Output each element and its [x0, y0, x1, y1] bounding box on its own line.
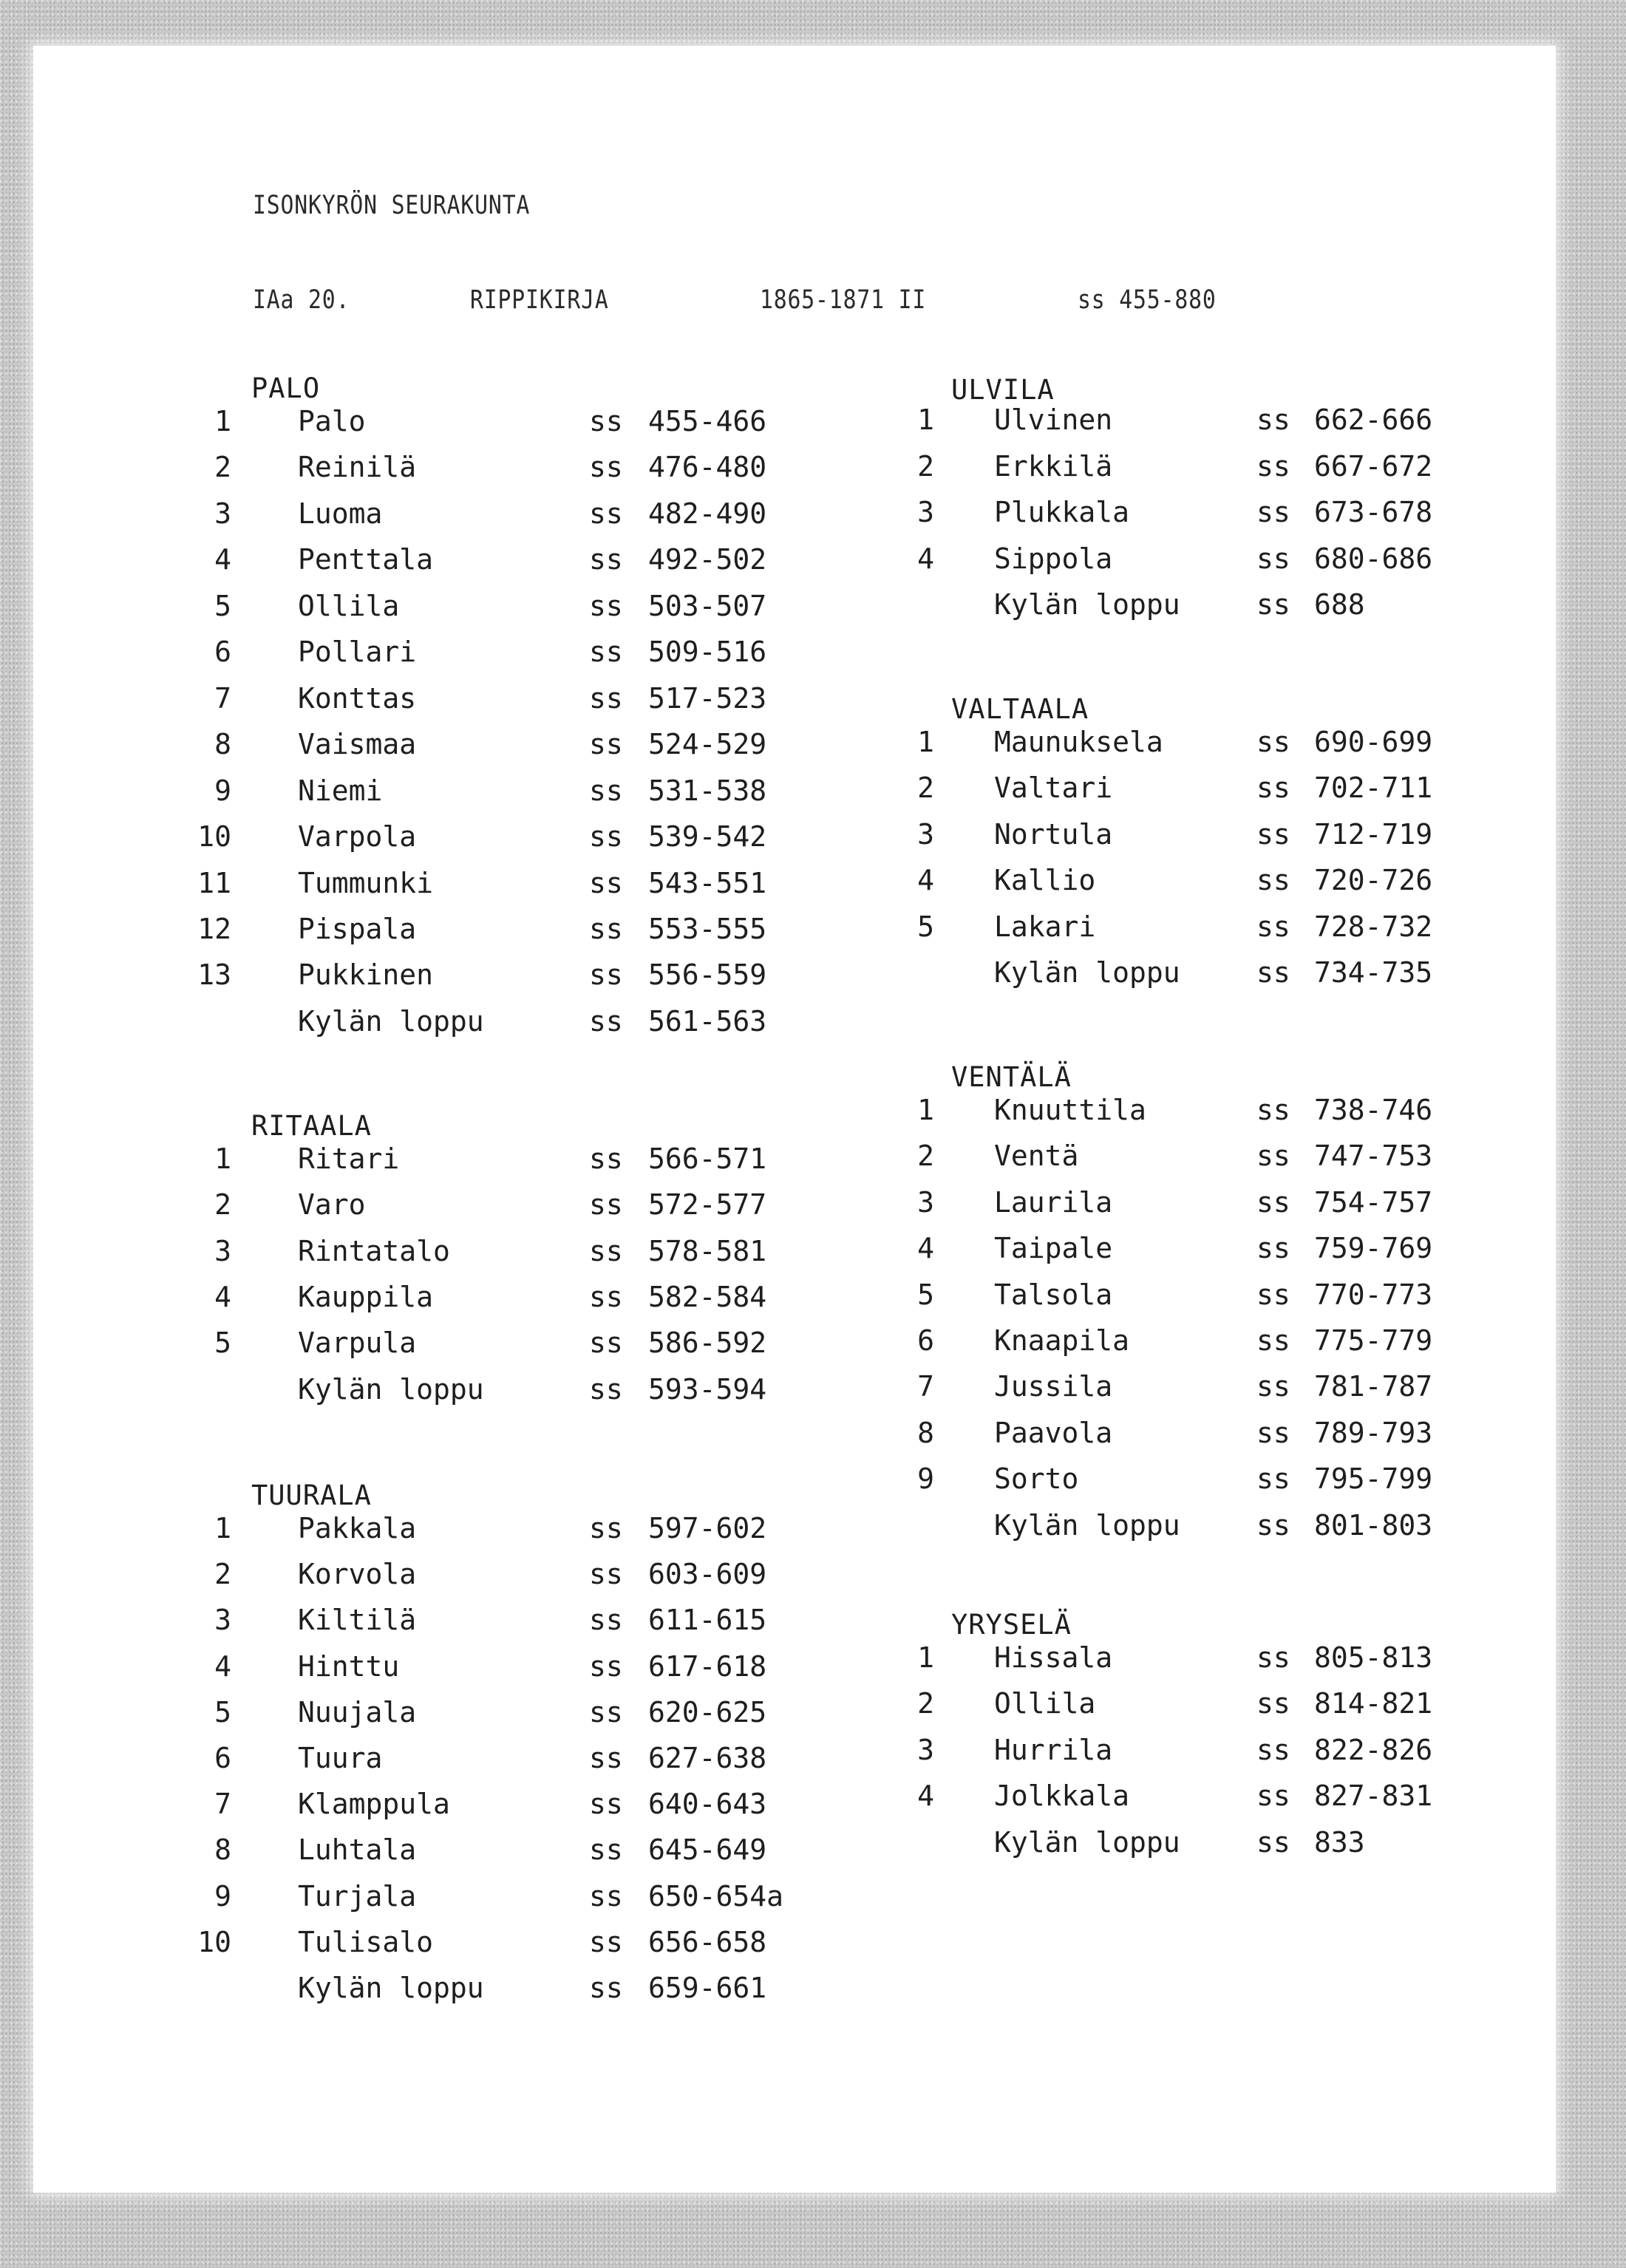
pages-abbrev: ss	[589, 1188, 623, 1221]
village-name: Kylän loppu	[994, 588, 1180, 621]
page-range: 805-813	[1314, 1641, 1433, 1674]
village-name: Maunuksela	[994, 726, 1163, 758]
pages-abbrev: ss	[1256, 1094, 1290, 1126]
pages-abbrev: ss	[589, 1373, 623, 1406]
village-name: Tulisalo	[298, 1926, 434, 1958]
row-number: 4	[214, 543, 231, 576]
village-name: Pakkala	[298, 1512, 417, 1545]
row-number: 2	[214, 1558, 231, 1590]
page-range: 789-793	[1314, 1417, 1433, 1449]
row-number: 1	[917, 403, 934, 436]
village-name: Tummunki	[298, 867, 434, 899]
page-range: 578-581	[648, 1235, 767, 1267]
village-name: Varo	[298, 1188, 366, 1221]
row-number: 1	[917, 1094, 934, 1126]
pages-abbrev: ss	[1256, 588, 1290, 621]
pages-abbrev: ss	[589, 1833, 623, 1866]
row-number: 3	[214, 1604, 231, 1636]
page-range: 603-609	[648, 1558, 767, 1590]
village-name: Palo	[298, 405, 366, 437]
section-title: VALTAALA	[951, 693, 1089, 725]
page-range: 455-466	[648, 405, 767, 437]
page-range: 492-502	[648, 543, 767, 576]
row-number: 11	[197, 867, 231, 899]
page-range: 712-719	[1314, 818, 1433, 851]
village-name: Kauppila	[298, 1281, 434, 1313]
village-name: Jussila	[994, 1370, 1113, 1403]
row-number: 3	[917, 1734, 934, 1766]
pages-abbrev: ss	[1256, 1780, 1290, 1812]
village-name: Tuura	[298, 1742, 383, 1774]
section-title: TUURALA	[251, 1479, 372, 1511]
page-range: 509-516	[648, 636, 767, 668]
village-name: Plukkala	[994, 496, 1130, 528]
row-number: 3	[917, 496, 934, 528]
village-name: Reinilä	[298, 451, 417, 483]
page-range: 833	[1314, 1826, 1365, 1859]
page-range: 734-735	[1314, 956, 1433, 989]
pages-abbrev: ss	[1256, 1462, 1290, 1495]
section-title: PALO	[251, 372, 321, 404]
village-name: Nortula	[994, 818, 1113, 851]
pages-abbrev: ss	[589, 1005, 623, 1038]
row-number: 5	[214, 1327, 231, 1359]
village-name: Kylän loppu	[994, 956, 1180, 989]
pages-abbrev: ss	[589, 1650, 623, 1683]
pages-abbrev: ss	[1256, 1509, 1290, 1542]
village-name: Sorto	[994, 1462, 1079, 1495]
pages-abbrev: ss	[1256, 542, 1290, 575]
pages-abbrev: ss	[1256, 864, 1290, 896]
page-range: 659-661	[648, 1972, 767, 2004]
village-name: Erkkilä	[994, 450, 1113, 483]
pages-abbrev: ss	[1256, 496, 1290, 528]
row-number: 9	[214, 774, 231, 807]
row-number: 6	[214, 636, 231, 668]
row-number: 7	[214, 682, 231, 715]
page-range: 627-638	[648, 1742, 767, 1774]
row-number: 4	[917, 864, 934, 896]
row-number: 2	[917, 1140, 934, 1172]
page-range: 759-769	[1314, 1232, 1433, 1264]
row-number: 4	[917, 542, 934, 575]
page-range: 617-618	[648, 1650, 767, 1683]
page-range: 553-555	[648, 913, 767, 945]
page-range: 531-538	[648, 774, 767, 807]
village-name: Kylän loppu	[994, 1509, 1180, 1542]
pages-abbrev: ss	[1256, 818, 1290, 851]
village-name: Laurila	[994, 1186, 1113, 1219]
page-range: 524-529	[648, 728, 767, 760]
pages-abbrev: ss	[589, 1742, 623, 1774]
row-number: 8	[214, 728, 231, 760]
village-name: Penttala	[298, 543, 434, 576]
page-range: 781-787	[1314, 1370, 1433, 1403]
pages-abbrev: ss	[589, 820, 623, 853]
book-title: RIPPIKIRJA	[470, 285, 609, 315]
village-name: Kiltilä	[298, 1604, 417, 1636]
page-range: 650-654a	[648, 1880, 784, 1913]
page-range: 827-831	[1314, 1780, 1433, 1812]
row-number: 2	[917, 772, 934, 804]
row-number: 1	[214, 1512, 231, 1545]
village-name: Ritari	[298, 1142, 400, 1175]
row-number: 4	[917, 1780, 934, 1812]
row-number: 2	[214, 451, 231, 483]
page-range: 561-563	[648, 1005, 767, 1038]
village-name: Talsola	[994, 1278, 1113, 1311]
page-range: 795-799	[1314, 1462, 1433, 1495]
pages-abbrev: ss	[1256, 910, 1290, 943]
section-title: VENTÄLÄ	[951, 1061, 1072, 1093]
page-range: 720-726	[1314, 864, 1433, 896]
row-number: 3	[917, 1186, 934, 1219]
pages-abbrev: ss	[589, 1604, 623, 1636]
village-name: Vaismaa	[298, 728, 417, 760]
pages-abbrev: ss	[1256, 1687, 1290, 1720]
pages-abbrev: ss	[589, 1512, 623, 1545]
row-number: 2	[917, 1687, 934, 1720]
row-number: 8	[917, 1417, 934, 1449]
page-range: 775-779	[1314, 1324, 1433, 1357]
page-range: 476-480	[648, 451, 767, 483]
book-pages: ss 455-880	[1078, 285, 1217, 315]
village-name: Ulvinen	[994, 403, 1113, 436]
section-title: YRYSELÄ	[951, 1609, 1072, 1641]
pages-abbrev: ss	[589, 1788, 623, 1820]
page-range: 770-773	[1314, 1278, 1433, 1311]
section-title: RITAALA	[251, 1110, 372, 1142]
row-number: 3	[214, 497, 231, 530]
row-number: 2	[214, 1188, 231, 1221]
pages-abbrev: ss	[589, 1880, 623, 1913]
page-range: 482-490	[648, 497, 767, 530]
pages-abbrev: ss	[1256, 1186, 1290, 1219]
page-range: 543-551	[648, 867, 767, 899]
pages-abbrev: ss	[589, 636, 623, 668]
pages-abbrev: ss	[589, 913, 623, 945]
village-name: Lakari	[994, 910, 1096, 943]
section-title: ULVILA	[951, 374, 1055, 406]
row-number: 1	[917, 1641, 934, 1674]
page-range: 640-643	[648, 1788, 767, 1820]
page-range: 593-594	[648, 1373, 767, 1406]
pages-abbrev: ss	[589, 867, 623, 899]
village-name: Knaapila	[994, 1324, 1130, 1357]
parish-title: ISONKYRÖN SEURAKUNTA	[253, 191, 531, 220]
pages-abbrev: ss	[589, 1327, 623, 1359]
village-name: Kylän loppu	[298, 1005, 484, 1038]
page-range: 597-602	[648, 1512, 767, 1545]
pages-abbrev: ss	[589, 774, 623, 807]
row-number: 1	[214, 1142, 231, 1175]
village-name: Pispala	[298, 913, 417, 945]
pages-abbrev: ss	[589, 1142, 623, 1175]
village-name: Ollila	[298, 590, 400, 622]
pages-abbrev: ss	[1256, 956, 1290, 989]
village-name: Taipale	[994, 1232, 1113, 1264]
pages-abbrev: ss	[589, 405, 623, 437]
row-number: 1	[214, 405, 231, 437]
row-number: 10	[197, 820, 231, 853]
page-range: 673-678	[1314, 496, 1433, 528]
pages-abbrev: ss	[1256, 1140, 1290, 1172]
village-name: Jolkkala	[994, 1780, 1130, 1812]
page-range: 586-592	[648, 1327, 767, 1359]
page-range: 754-757	[1314, 1186, 1433, 1219]
page-range: 620-625	[648, 1696, 767, 1729]
row-number: 4	[214, 1281, 231, 1313]
village-name: Sippola	[994, 542, 1113, 575]
page-range: 556-559	[648, 958, 767, 991]
page-range: 690-699	[1314, 726, 1433, 758]
pages-abbrev: ss	[589, 1558, 623, 1590]
row-number: 9	[214, 1880, 231, 1913]
village-name: Varpula	[298, 1327, 417, 1359]
row-number: 3	[917, 818, 934, 851]
pages-abbrev: ss	[1256, 1370, 1290, 1403]
page-range: 688	[1314, 588, 1365, 621]
pages-abbrev: ss	[1256, 1232, 1290, 1264]
pages-abbrev: ss	[589, 1972, 623, 2004]
pages-abbrev: ss	[1256, 1324, 1290, 1357]
pages-abbrev: ss	[1256, 1734, 1290, 1766]
row-number: 4	[214, 1650, 231, 1683]
pages-abbrev: ss	[1256, 450, 1290, 483]
village-name: Kallio	[994, 864, 1096, 896]
page-range: 747-753	[1314, 1140, 1433, 1172]
book-years: 1865-1871 II	[760, 285, 927, 315]
village-name: Luoma	[298, 497, 383, 530]
volume-id: IAa 20.	[253, 285, 350, 315]
page-range: 517-523	[648, 682, 767, 715]
village-name: Ollila	[994, 1687, 1096, 1720]
page-range: 662-666	[1314, 403, 1433, 436]
pages-abbrev: ss	[589, 590, 623, 622]
row-number: 5	[214, 590, 231, 622]
pages-abbrev: ss	[589, 682, 623, 715]
village-name: Niemi	[298, 774, 383, 807]
page-range: 667-672	[1314, 450, 1433, 483]
page-range: 822-826	[1314, 1734, 1433, 1766]
row-number: 4	[917, 1232, 934, 1264]
village-name: Turjala	[298, 1880, 417, 1913]
pages-abbrev: ss	[589, 1926, 623, 1958]
page-range: 645-649	[648, 1833, 767, 1866]
row-number: 3	[214, 1235, 231, 1267]
pages-abbrev: ss	[1256, 1417, 1290, 1449]
pages-abbrev: ss	[1256, 403, 1290, 436]
page-range: 728-732	[1314, 910, 1433, 943]
page-range: 680-686	[1314, 542, 1433, 575]
row-number: 13	[197, 958, 231, 991]
row-number: 6	[917, 1324, 934, 1357]
page-range: 503-507	[648, 590, 767, 622]
page-range: 738-746	[1314, 1094, 1433, 1126]
pages-abbrev: ss	[589, 1235, 623, 1267]
row-number: 5	[917, 1278, 934, 1311]
pages-abbrev: ss	[1256, 1641, 1290, 1674]
pages-abbrev: ss	[1256, 1826, 1290, 1859]
village-name: Kylän loppu	[298, 1972, 484, 2004]
row-number: 12	[197, 913, 231, 945]
pages-abbrev: ss	[589, 497, 623, 530]
pages-abbrev: ss	[1256, 726, 1290, 758]
pages-abbrev: ss	[1256, 1278, 1290, 1311]
village-name: Konttas	[298, 682, 417, 715]
village-name: Luhtala	[298, 1833, 417, 1866]
row-number: 5	[917, 910, 934, 943]
pages-abbrev: ss	[589, 451, 623, 483]
page-range: 814-821	[1314, 1687, 1433, 1720]
village-name: Hurrila	[994, 1734, 1113, 1766]
village-name: Klamppula	[298, 1788, 450, 1820]
village-name: Pollari	[298, 636, 417, 668]
pages-abbrev: ss	[589, 543, 623, 576]
village-name: Hinttu	[298, 1650, 400, 1683]
page-range: 539-542	[648, 820, 767, 853]
pages-abbrev: ss	[589, 958, 623, 991]
row-number: 8	[214, 1833, 231, 1866]
pages-abbrev: ss	[1256, 772, 1290, 804]
village-name: Rintatalo	[298, 1235, 450, 1267]
pages-abbrev: ss	[589, 1281, 623, 1313]
page-range: 801-803	[1314, 1509, 1433, 1542]
village-name: Knuuttila	[994, 1094, 1146, 1126]
row-number: 7	[917, 1370, 934, 1403]
row-number: 5	[214, 1696, 231, 1729]
row-number: 9	[917, 1462, 934, 1495]
page-range: 566-571	[648, 1142, 767, 1175]
page-range: 656-658	[648, 1926, 767, 1958]
pages-abbrev: ss	[589, 1696, 623, 1729]
page-range: 611-615	[648, 1604, 767, 1636]
village-name: Kylän loppu	[994, 1826, 1180, 1859]
page-range: 702-711	[1314, 772, 1433, 804]
village-name: Pukkinen	[298, 958, 434, 991]
row-number: 6	[214, 1742, 231, 1774]
village-name: Hissala	[994, 1641, 1113, 1674]
row-number: 10	[197, 1926, 231, 1958]
pages-abbrev: ss	[589, 728, 623, 760]
row-number: 7	[214, 1788, 231, 1820]
village-name: Varpola	[298, 820, 417, 853]
row-number: 2	[917, 450, 934, 483]
village-name: Korvola	[298, 1558, 417, 1590]
row-number: 1	[917, 726, 934, 758]
page-range: 582-584	[648, 1281, 767, 1313]
village-name: Valtari	[994, 772, 1113, 804]
village-name: Paavola	[994, 1417, 1113, 1449]
village-name: Nuujala	[298, 1696, 417, 1729]
village-name: Kylän loppu	[298, 1373, 484, 1406]
page-range: 572-577	[648, 1188, 767, 1221]
village-name: Ventä	[994, 1140, 1079, 1172]
